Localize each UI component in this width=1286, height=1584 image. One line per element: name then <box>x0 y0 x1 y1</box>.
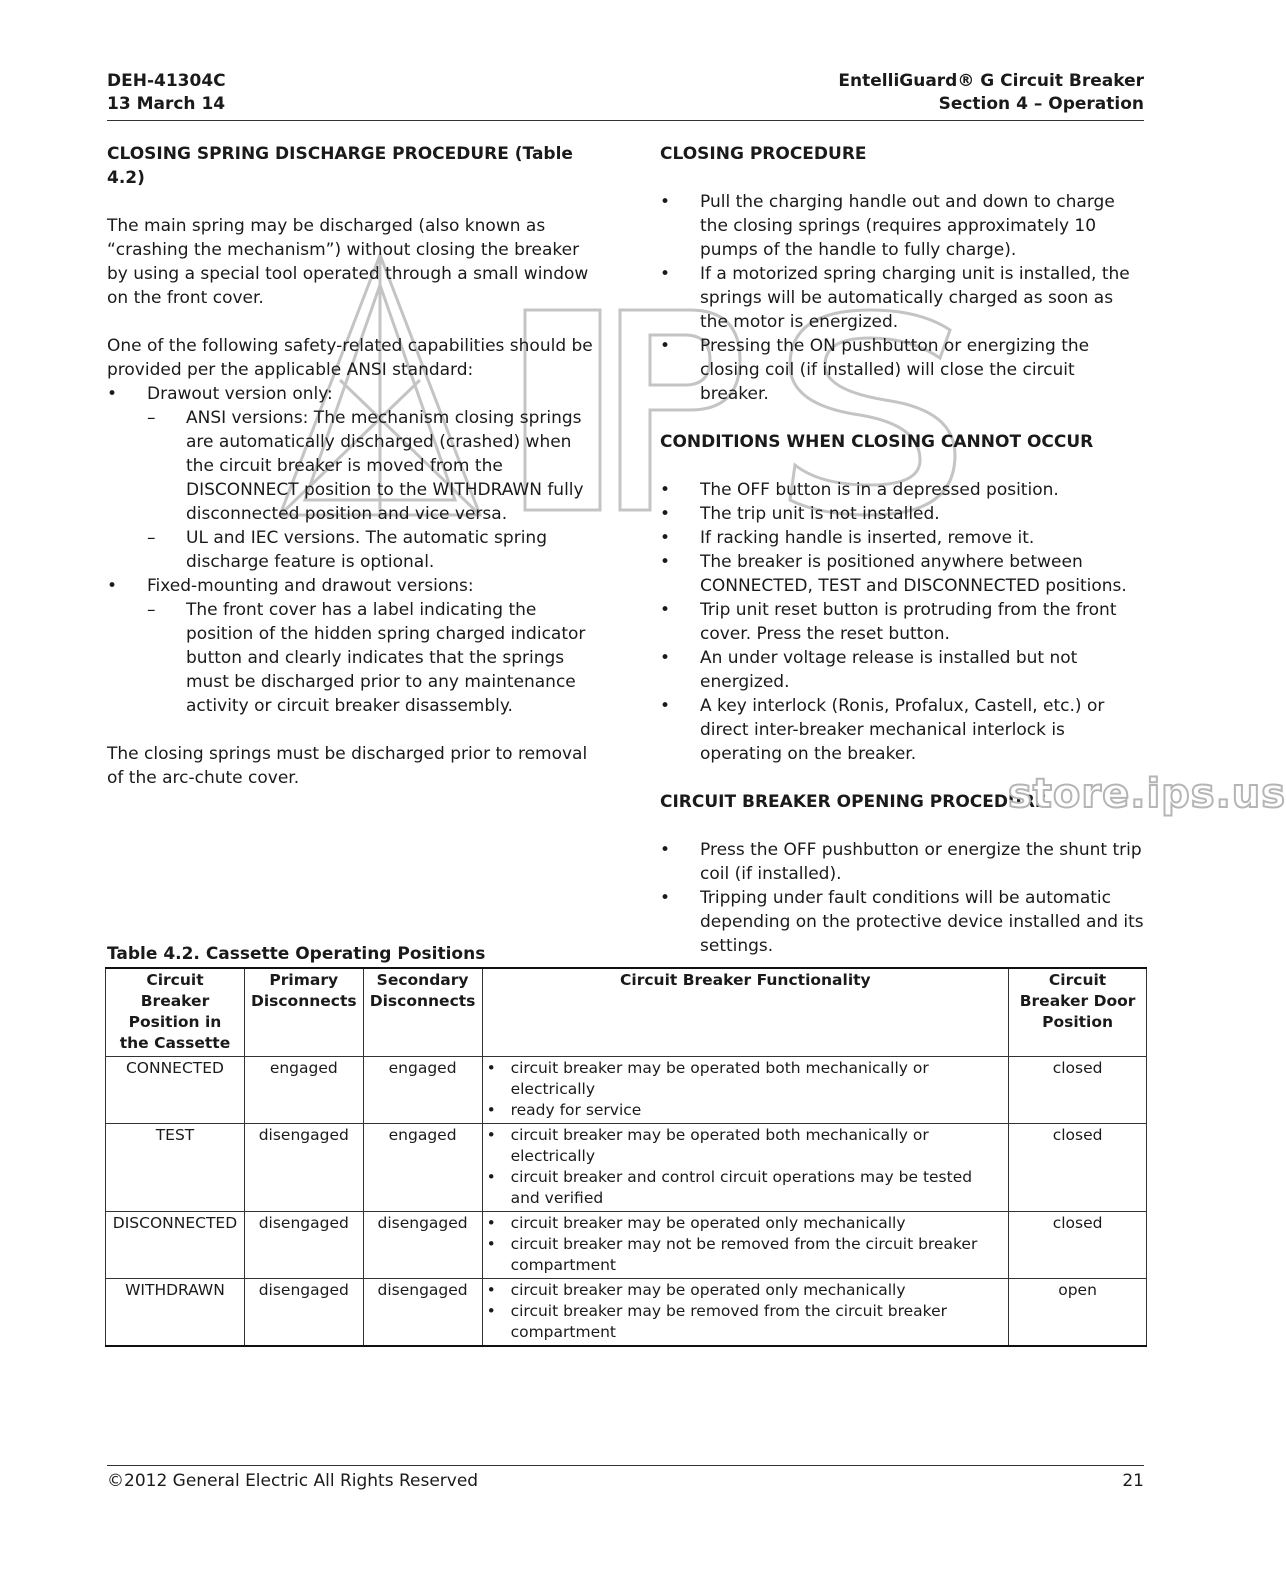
cell-secondary: engaged <box>363 1124 482 1212</box>
cell-door: closed <box>1009 1057 1147 1124</box>
list-item: • circuit breaker may be operated both mechanically or electrically <box>487 1125 1003 1167</box>
drawout-sub-list <box>147 406 597 574</box>
cell-functionality <box>482 1279 1009 1347</box>
cell-secondary: engaged <box>363 1057 482 1124</box>
table-caption: Table 4.2. Cassette Operating Positions <box>107 944 486 964</box>
col-header-primary: Primary Disconnects <box>244 968 363 1057</box>
closing-springs-note: The closing springs must be discharged prior to removal of the arc-chute cover. <box>107 744 588 788</box>
table-row <box>106 1057 1147 1124</box>
opening-procedure-list <box>660 838 1144 958</box>
page-header <box>107 70 1144 121</box>
fixed-sub-list <box>147 598 597 718</box>
cell-door: closed <box>1009 1212 1147 1279</box>
copyright-text: ©2012 General Electric All Rights Reserved <box>107 1471 479 1491</box>
list-item: • Trip unit reset button is protruding from the front cover. Press the reset button. <box>660 598 1144 646</box>
col-header-functionality: Circuit Breaker Functionality <box>482 968 1009 1057</box>
table-row <box>106 1124 1147 1212</box>
cell-position: TEST <box>106 1124 245 1212</box>
section-title: Section 4 – Operation <box>938 94 1144 114</box>
cell-door: open <box>1009 1279 1147 1347</box>
table-row <box>106 1212 1147 1279</box>
cell-position: WITHDRAWN <box>106 1279 245 1347</box>
list-item: • circuit breaker and control circuit operations may be tested and verified <box>487 1167 1003 1209</box>
table-row <box>106 1279 1147 1347</box>
list-item: – UL and IEC versions. The automatic spring discharge feature is optional. <box>147 526 597 574</box>
list-item: • If racking handle is inserted, remove it. <box>660 526 1144 550</box>
list-item: • Pressing the ON pushbutton or energizing the closing coil (if installed) will close the circuit breaker. <box>660 334 1144 406</box>
cell-door: closed <box>1009 1124 1147 1212</box>
opening-procedure-heading: CIRCUIT BREAKER OPENING PROCEDURE <box>660 792 1047 812</box>
closing-procedure-list <box>660 190 1144 406</box>
list-item: • Drawout version only: – ANSI versions: The mechanism closing springs are automatically discharged (crashed) when the circuit breaker is moved from the DISCONNECT position to the WITHDRAWN fully disconnected position and vice versa. – UL and IEC versions. The automatic spring discharge feature is optional. <box>107 382 597 574</box>
doc-date: 13 March 14 <box>107 94 226 114</box>
list-item: • Pull the charging handle out and down to charge the closing springs (requires approximately 10 pumps of the handle to fully charge). <box>660 190 1144 262</box>
col-header-position: Circuit Breaker Position in the Cassette <box>106 968 245 1057</box>
page-number: 21 <box>1122 1471 1144 1491</box>
list-item: • circuit breaker may be removed from the circuit breaker compartment <box>487 1301 1003 1343</box>
col-header-secondary: Secondary Disconnects <box>363 968 482 1057</box>
left-column <box>107 142 597 790</box>
cell-functionality <box>482 1057 1009 1124</box>
cell-primary: disengaged <box>244 1124 363 1212</box>
conditions-list <box>660 478 1144 766</box>
cell-secondary: disengaged <box>363 1279 482 1347</box>
page-footer <box>107 1465 1144 1493</box>
watermark-text: store.ips.us <box>1008 771 1286 817</box>
list-item: – The front cover has a label indicating the position of the hidden spring charged indicator button and clearly indicates that the springs must be discharged prior to any maintenance activity or circuit breaker disassembly. <box>147 598 597 718</box>
list-item: • circuit breaker may not be removed from the circuit breaker compartment <box>487 1234 1003 1276</box>
product-title: EntelliGuard® G Circuit Breaker <box>838 71 1144 91</box>
list-item: • Tripping under fault conditions will be automatic depending on the protective device installed and its settings. <box>660 886 1144 958</box>
right-column <box>660 142 1144 958</box>
list-item: • Fixed-mounting and drawout versions: – The front cover has a label indicating the position of the hidden spring charged indicator button and clearly indicates that the springs must be discharged prior to any maintenance activity or circuit breaker disassembly. <box>107 574 597 718</box>
cassette-positions-table <box>105 967 1147 1347</box>
cell-primary: disengaged <box>244 1279 363 1347</box>
list-item: • circuit breaker may be operated only mechanically <box>487 1213 1003 1234</box>
doc-number: DEH-41304C <box>107 71 226 91</box>
list-item: • The breaker is positioned anywhere between CONNECTED, TEST and DISCONNECTED positions. <box>660 550 1144 598</box>
cell-functionality <box>482 1212 1009 1279</box>
spring-discharge-intro: The main spring may be discharged (also known as “crashing the mechanism”) without closing the breaker by using a special tool operated through a small window on the front cover. <box>107 216 589 308</box>
list-item: • circuit breaker may be operated both mechanically or electrically <box>487 1058 1003 1100</box>
list-item: • A key interlock (Ronis, Profalux, Castell, etc.) or direct inter-breaker mechanical interlock is operating on the breaker. <box>660 694 1144 766</box>
cell-primary: disengaged <box>244 1212 363 1279</box>
list-item: • The OFF button is in a depressed position. <box>660 478 1144 502</box>
safety-list <box>107 382 597 718</box>
header-left <box>107 70 226 116</box>
cell-primary: engaged <box>244 1057 363 1124</box>
list-item: • An under voltage release is installed but not energized. <box>660 646 1144 694</box>
list-item: • The trip unit is not installed. <box>660 502 1144 526</box>
safety-intro: One of the following safety-related capabilities should be provided per the applicable ANSI standard: <box>107 336 593 380</box>
list-item: • ready for service <box>487 1100 1003 1121</box>
list-item: • Press the OFF pushbutton or energize the shunt trip coil (if installed). <box>660 838 1144 886</box>
list-item: • If a motorized spring charging unit is installed, the springs will be automatically charged as soon as the motor is energized. <box>660 262 1144 334</box>
cell-position: DISCONNECTED <box>106 1212 245 1279</box>
spring-discharge-heading: CLOSING SPRING DISCHARGE PROCEDURE (Table 4.2) <box>107 144 573 188</box>
list-item: • circuit breaker may be operated only mechanically <box>487 1280 1003 1301</box>
cell-position: CONNECTED <box>106 1057 245 1124</box>
col-header-door: Circuit Breaker Door Position <box>1009 968 1147 1057</box>
closing-procedure-heading: CLOSING PROCEDURE <box>660 144 867 164</box>
conditions-heading: CONDITIONS WHEN CLOSING CANNOT OCCUR <box>660 432 1094 452</box>
cell-secondary: disengaged <box>363 1212 482 1279</box>
table-header-row <box>106 968 1147 1057</box>
cell-functionality <box>482 1124 1009 1212</box>
header-right <box>838 70 1144 116</box>
list-item: – ANSI versions: The mechanism closing springs are automatically discharged (crashed) when the circuit breaker is moved from the DISCONNECT position to the WITHDRAWN fully disconnected position and vice versa. <box>147 406 597 526</box>
